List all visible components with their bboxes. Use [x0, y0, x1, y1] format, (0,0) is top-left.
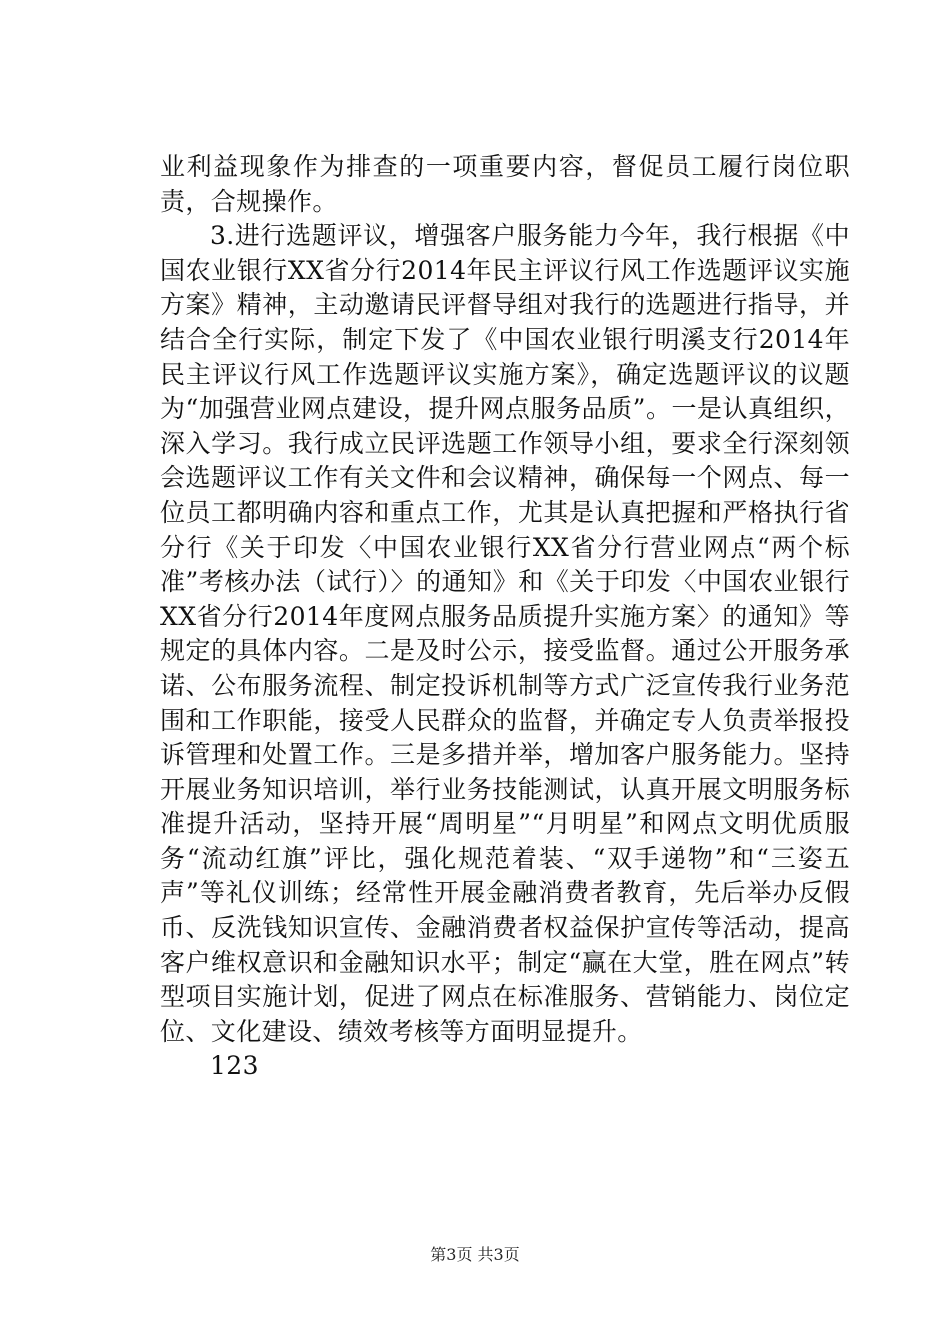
document-body — [160, 150, 850, 1084]
page-number-footer: 第3页 共3页 — [430, 1245, 520, 1264]
paragraph-trailing-number: 123 — [210, 1051, 259, 1081]
paragraph-continuation: 业利益现象作为排查的一项重要内容，督促员工履行岗位职责，合规操作。 — [160, 152, 850, 216]
paragraph-item-3: 3.进行选题评议，增强客户服务能力今年，我行根据《中国农业银行XX省分行2014年民主评议行风工作选题评议实施方案》精神，主动邀请民评督导组对我行的选题进行指导，并结合全行实际，制定下发了《中国农业银行明溪支行2014年民主评议行风工作选题评议实施方案》，确定选题评议的议题为“加强营业网点建设，提升网点服务品质”。一是认真组织，深入学习。我行成立民评选题工作领导小组，要求全行深刻领会选题评议工作有关文件和会议精神，确保每一个网点、每一位员工都明确内容和重点工作，尤其是认真把握和严格执行省分行《关于印发〈中国农业银行XX省分行营业网点“两个标准”考核办法（试行）〉的通知》和《关于印发〈中国农业银行XX省分行2014年度网点服务品质提升实施方案〉的通知》等规定的具体内容。二是及时公示，接受监督。通过公开服务承诺、公布服务流程、制定投诉机制等方式广泛宣传我行业务范围和工作职能，接受人民群众的监督，并确定专人负责举报投诉管理和处置工作。三是多措并举，增加客户服务能力。坚持开展业务知识培训，举行业务技能测试，认真开展文明服务标准提升活动，坚持开展“周明星”“月明星”和网点文明优质服务“流动红旗”评比，强化规范着装、“双手递物”和“三姿五声”等礼仪训练；经常性开展金融消费者教育，先后举办反假币、反洗钱知识宣传、金融消费者权益保护宣传等活动，提高客户维权意识和金融知识水平；制定“赢在大堂，胜在网点”转型项目实施计划，促进了网点在标准服务、营销能力、岗位定位、文化建设、绩效考核等方面明显提升。 — [160, 221, 850, 1046]
